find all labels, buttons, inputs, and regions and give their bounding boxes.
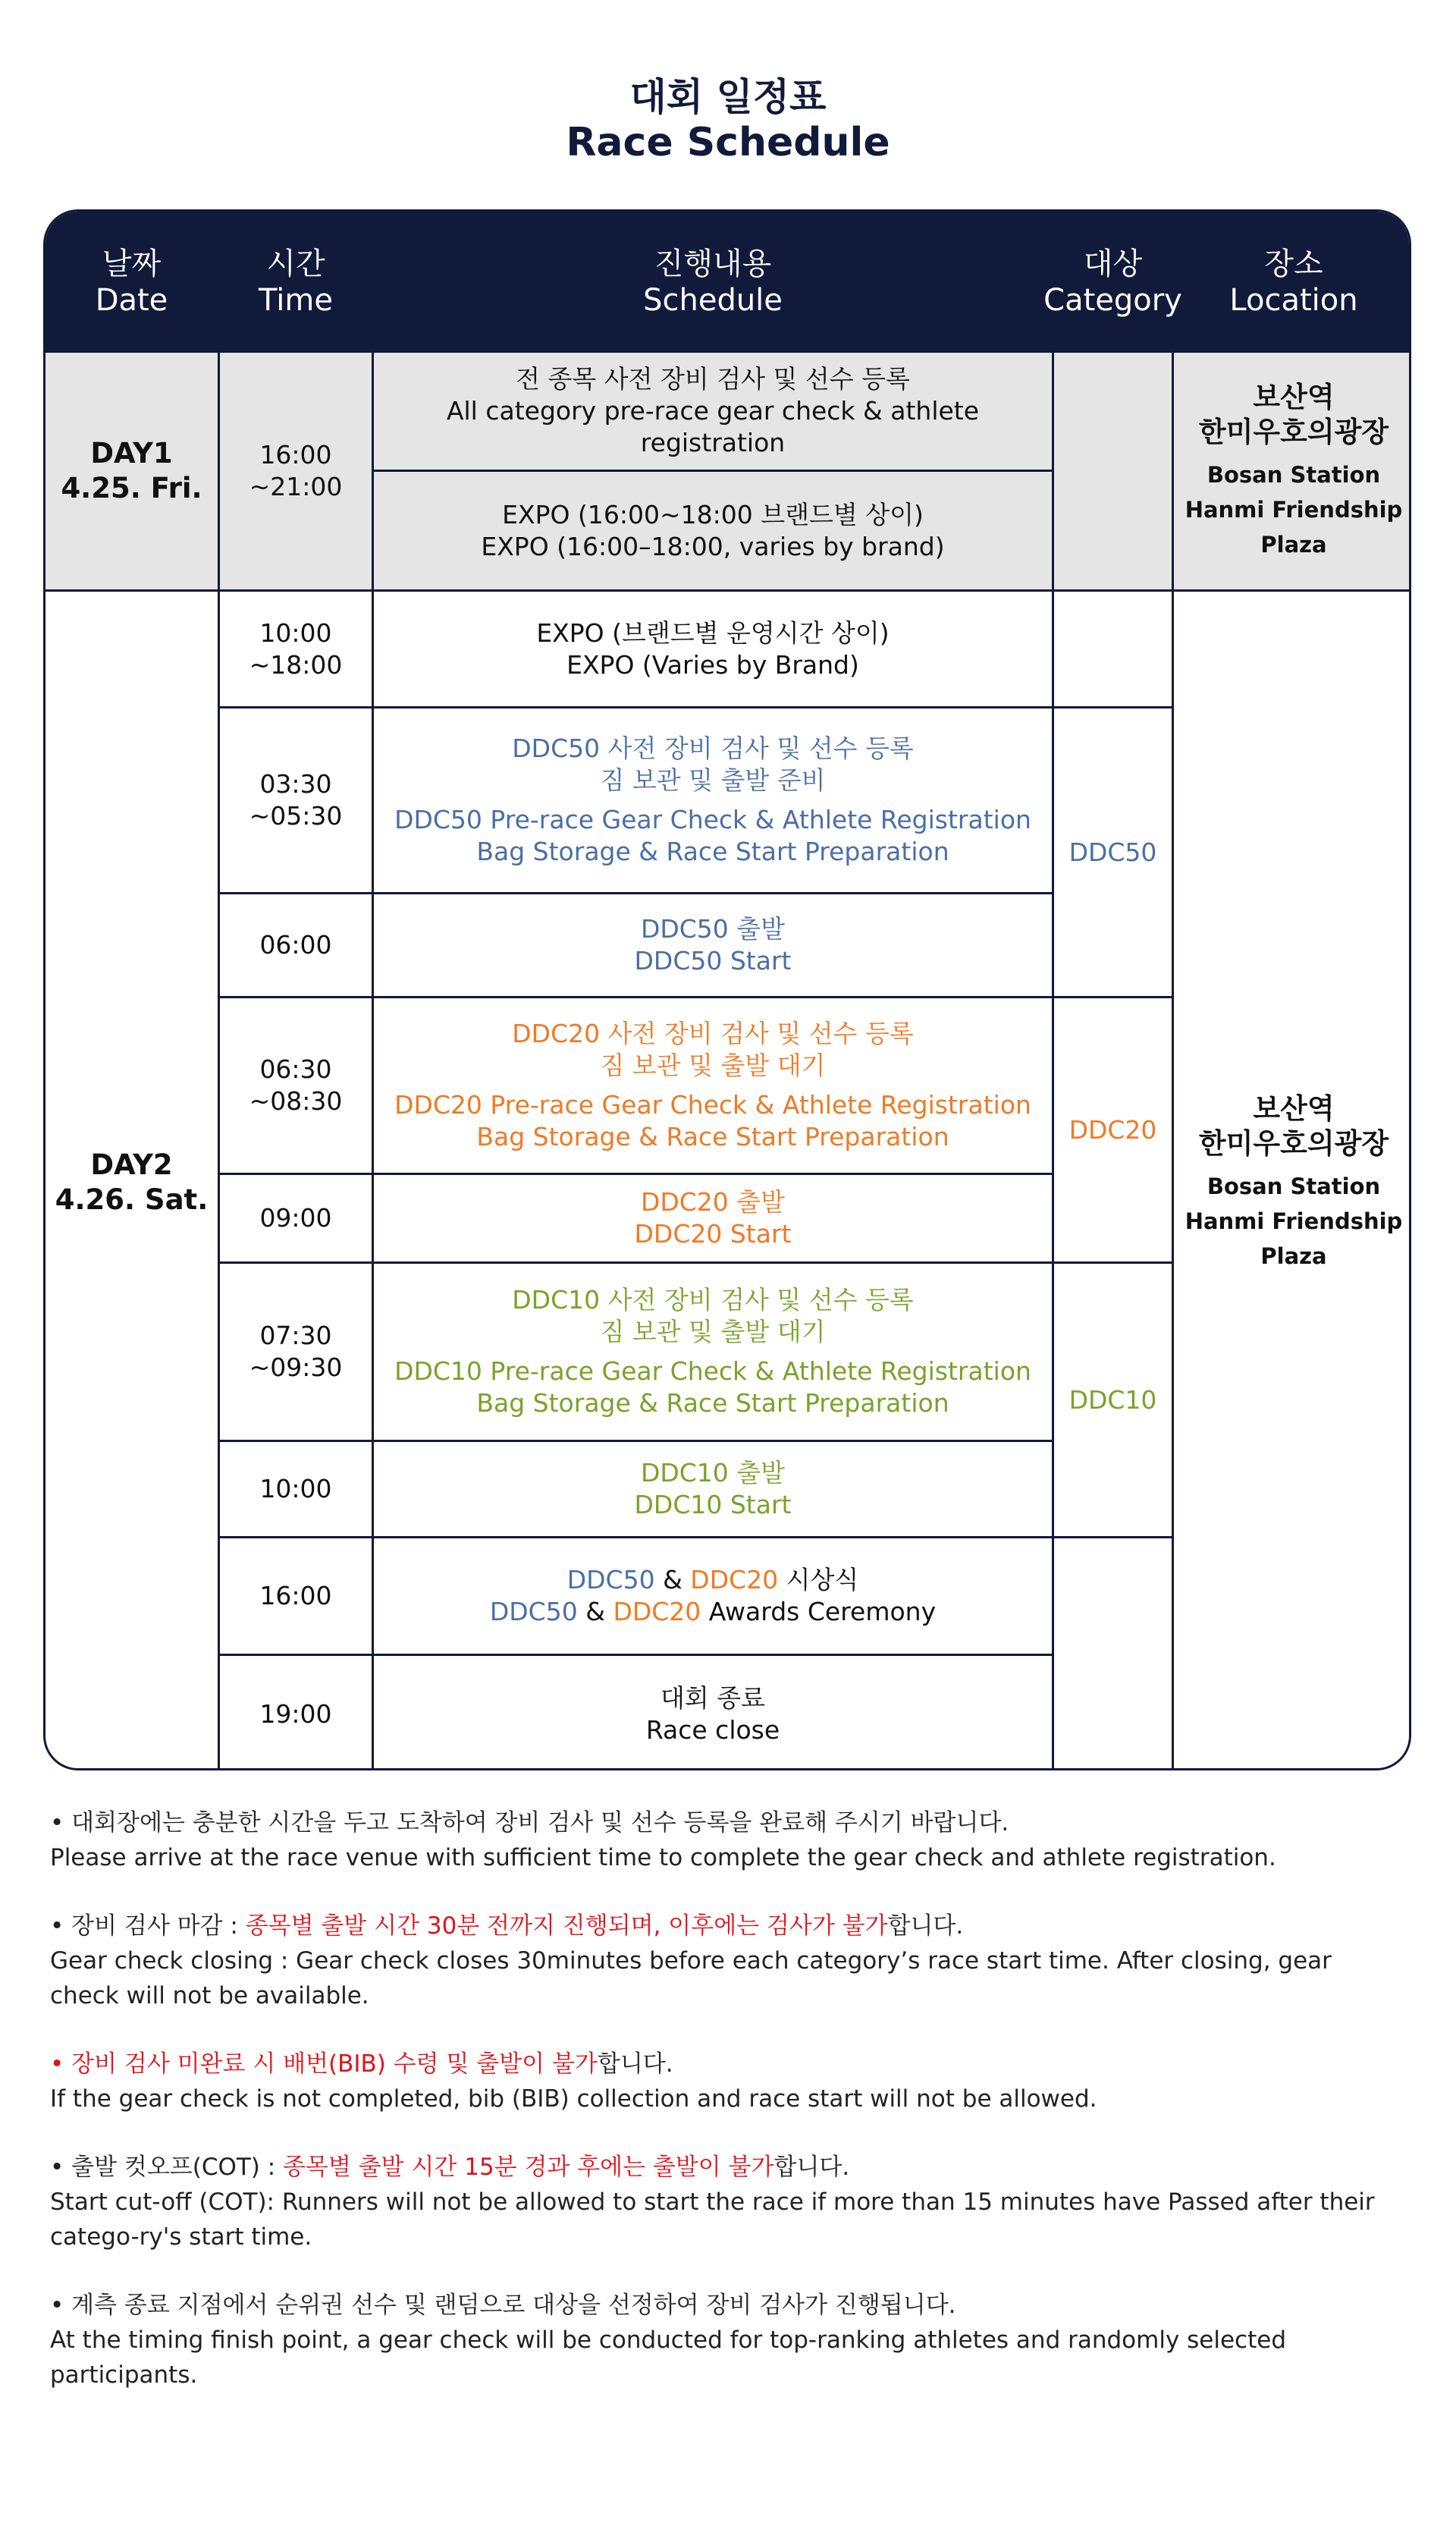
schedule-ko: DDC50 출발: [640, 914, 786, 944]
schedule-ko: DDC20 사전 장비 검사 및 선수 등록: [512, 1019, 914, 1048]
note-text: • 대회장에는 충분한 시간을 두고 도착하여 장비 검사 및 선수 등록을 완료해 주시기 바랍니다.: [50, 1809, 1009, 1836]
time-start: 06:00: [259, 930, 332, 960]
time-start: 06:30: [259, 1054, 332, 1084]
schedule-en: DDC20 Pre-race Gear Check & Athlete Registration: [394, 1090, 1031, 1120]
day1-gear-check-cell: [374, 353, 1052, 470]
note-warning-text: 종목별 출발 시간 15분 경과 후에는 출발이 불가: [283, 2154, 774, 2181]
header-category-en: Category: [1043, 283, 1182, 318]
ddc20-start-cell: [374, 1175, 1052, 1261]
time-start: 09:00: [259, 1203, 332, 1233]
schedule-en: Race close: [645, 1715, 780, 1745]
schedule-ko: DDC50 사전 장비 검사 및 선수 등록: [512, 734, 914, 763]
header-schedule-ko: 진행내용: [654, 247, 772, 281]
schedule-ko: DDC20 출발: [640, 1187, 786, 1217]
awards-ko-text: 시상식: [778, 1565, 859, 1594]
header-time: [220, 212, 372, 353]
ddc50-prep-time-cell: [220, 708, 372, 892]
category-label: DDC10: [1068, 1384, 1157, 1415]
schedule-ko: 대회 종료: [660, 1683, 765, 1713]
note-ko: [50, 2150, 1407, 2185]
note-item: [50, 2047, 1407, 2116]
awards-time-cell: [220, 1538, 372, 1654]
close-time-cell: [220, 1656, 372, 1770]
note-text: 합니다.: [887, 1912, 964, 1940]
day2-location-cell: [1174, 592, 1411, 1770]
note-warning-text: • 장비 검사 미완료 시 배번(BIB) 수령 및 출발이 불가: [50, 2050, 598, 2078]
expo-time-cell: [220, 592, 372, 706]
ddc50-tag: DDC50: [566, 1565, 655, 1594]
ddc10-prep-cell: [374, 1264, 1052, 1440]
header-date: [46, 212, 218, 353]
ddc10-start-cell: [374, 1442, 1052, 1536]
note-ko: [50, 2288, 1407, 2323]
note-en: If the gear check is not completed, bib (BIB) collection and race start will not be allowed.: [50, 2085, 1097, 2113]
schedule-en: All category pre-race gear check & athlete registration: [446, 396, 980, 457]
header-date-ko: 날짜: [102, 247, 162, 281]
time-end: ~21:00: [249, 472, 343, 501]
header-date-en: Date: [95, 283, 168, 318]
schedule-en: Bag Storage & Race Start Preparation: [476, 837, 949, 866]
ddc20-start-time-cell: [220, 1175, 372, 1261]
note-text: 합니다.: [774, 2154, 850, 2181]
time-start: 03:30: [259, 769, 332, 799]
schedule-ko: 짐 보관 및 출발 대기: [600, 1317, 826, 1346]
location-en: Bosan Station: [1207, 462, 1381, 488]
header-schedule: [374, 212, 1052, 353]
header-location-ko: 장소: [1264, 247, 1323, 281]
schedule-ko: 전 종목 사전 장비 검사 및 선수 등록: [516, 364, 910, 394]
note-text: 합니다.: [597, 2050, 673, 2078]
location-ko: 한미우호의광장: [1198, 416, 1389, 448]
page-title-english: Race Schedule: [566, 120, 890, 165]
page-title-korean: 대회 일정표: [629, 75, 827, 119]
ddc20-prep-time-cell: [220, 998, 372, 1173]
note-ko: [50, 1805, 1407, 1840]
note-item: [50, 2288, 1407, 2392]
time-start: 16:00: [259, 1581, 332, 1610]
day1-label: DAY1: [90, 437, 173, 470]
ddc20-category-cell: [1054, 998, 1172, 1261]
category-label: DDC20: [1068, 1114, 1157, 1145]
note-en: Start cut-off (COT): Runners will not be allowed to start the race if more than 15 minutes have Passed after their catego-ry's start time.: [50, 2188, 1375, 2251]
schedule-ko: DDC10 사전 장비 검사 및 선수 등록: [512, 1285, 914, 1315]
header-time-en: Time: [259, 283, 333, 318]
day2-date: 4.26. Sat.: [55, 1183, 209, 1216]
awards-en-text: Awards Ceremony: [701, 1597, 937, 1626]
day2-label: DAY2: [90, 1148, 173, 1181]
schedule-ko: EXPO (브랜드별 운영시간 상이): [536, 617, 890, 648]
day1-expo-cell: [374, 472, 1052, 589]
ddc50-start-time-cell: [220, 894, 372, 996]
day2-date-cell: [46, 592, 218, 1770]
location-ko: 보산역: [1253, 381, 1335, 413]
ddc50-prep-cell: [374, 708, 1052, 892]
location-en: Bosan Station: [1207, 1173, 1381, 1199]
close-cell: [374, 1656, 1052, 1770]
time-end: ~08:30: [249, 1086, 343, 1116]
header-category: [1043, 212, 1182, 353]
time-end: ~18:00: [249, 649, 343, 680]
schedule-en: DDC50 Start: [634, 946, 792, 976]
location-ko: 한미우호의광장: [1198, 1126, 1389, 1160]
awards-line-en: [490, 1596, 936, 1628]
awards-cell: [374, 1538, 1052, 1654]
table-header: [46, 212, 1411, 353]
ddc10-prep-time-cell: [220, 1264, 372, 1440]
header-category-ko: 대상: [1083, 247, 1143, 281]
ddc50-tag: DDC50: [489, 1597, 578, 1626]
note-ko: [50, 2047, 1407, 2081]
note-text: • 계측 종료 지점에서 순위권 선수 및 랜덤으로 대상을 선정하여 장비 검사가 진행됩니다.: [50, 2292, 956, 2319]
header-location: [1174, 212, 1411, 353]
category-label: DDC50: [1068, 837, 1157, 867]
day1-date-cell: [46, 353, 218, 589]
awards-line-ko: [567, 1564, 859, 1596]
note-warning-text: 종목별 출발 시간 30분 전까지 진행되며, 이후에는 검사가 불가: [245, 1912, 888, 1940]
ddc10-start-time-cell: [220, 1442, 372, 1536]
note-text: • 장비 검사 마감 :: [50, 1912, 246, 1940]
schedule-table: [43, 209, 1411, 1770]
note-en: Please arrive at the race venue with sufficient time to complete the gear check and athlete registration.: [50, 1844, 1276, 1871]
schedule-en: DDC50 Pre-race Gear Check & Athlete Registration: [394, 805, 1031, 834]
day1-time-cell: [220, 353, 372, 589]
time-start: 10:00: [259, 1474, 332, 1503]
schedule-ko: DDC10 출발: [640, 1458, 786, 1488]
schedule-ko: 짐 보관 및 출발 대기: [600, 1051, 826, 1080]
note-item: [50, 1805, 1407, 1875]
note-item: [50, 1909, 1407, 2013]
time-start: 19:00: [259, 1699, 332, 1729]
day1-location-cell: [1174, 353, 1411, 589]
notes-section: [50, 1805, 1407, 2426]
schedule-en: EXPO (16:00–18:00, varies by brand): [481, 531, 945, 561]
time-end: ~09:30: [249, 1353, 343, 1382]
ddc20-prep-cell: [374, 998, 1052, 1173]
schedule-en: DDC10 Pre-race Gear Check & Athlete Registration: [394, 1356, 1031, 1386]
time-start: 10:00: [259, 617, 332, 648]
note-text: • 출발 컷오프(COT) :: [50, 2154, 284, 2181]
ampersand: &: [577, 1597, 613, 1626]
schedule-ko: EXPO (16:00~18:00 브랜드별 상이): [502, 499, 924, 529]
schedule-en: DDC10 Start: [634, 1490, 792, 1519]
time-end: ~05:30: [249, 801, 343, 831]
time-start: 07:30: [259, 1321, 332, 1350]
location-en: Hanmi Friendship Plaza: [1185, 497, 1403, 558]
schedule-en: Bag Storage & Race Start Preparation: [476, 1122, 949, 1151]
ddc50-category-cell: [1054, 708, 1172, 996]
day1-date: 4.25. Fri.: [61, 472, 202, 504]
header-location-en: Location: [1229, 283, 1358, 318]
note-item: [50, 2150, 1407, 2254]
note-en: Gear check closing : Gear check closes 30minutes before each category’s race start time. After closing, gear check will not be available.: [50, 1947, 1332, 2009]
ddc20-tag: DDC20: [613, 1597, 701, 1626]
location-en: Hanmi Friendship Plaza: [1185, 1208, 1403, 1269]
ddc50-start-cell: [374, 894, 1052, 996]
schedule-en: EXPO (Varies by Brand): [566, 649, 859, 680]
ddc10-category-cell: [1054, 1264, 1172, 1536]
ampersand: &: [654, 1565, 691, 1594]
schedule-en: DDC20 Start: [634, 1219, 792, 1249]
time-start: 16:00: [259, 440, 332, 470]
ddc20-tag: DDC20: [690, 1565, 779, 1594]
location-ko: 보산역: [1253, 1092, 1335, 1125]
header-schedule-en: Schedule: [643, 283, 783, 318]
schedule-en: Bag Storage & Race Start Preparation: [476, 1388, 949, 1418]
expo-cell: [374, 592, 1052, 706]
header-time-ko: 시간: [266, 247, 325, 281]
schedule-ko: 짐 보관 및 출발 준비: [600, 765, 826, 795]
note-ko: [50, 1909, 1407, 1943]
note-en: At the timing finish point, a gear check will be conducted for top-ranking athletes and randomly selected participants.: [50, 2326, 1286, 2389]
